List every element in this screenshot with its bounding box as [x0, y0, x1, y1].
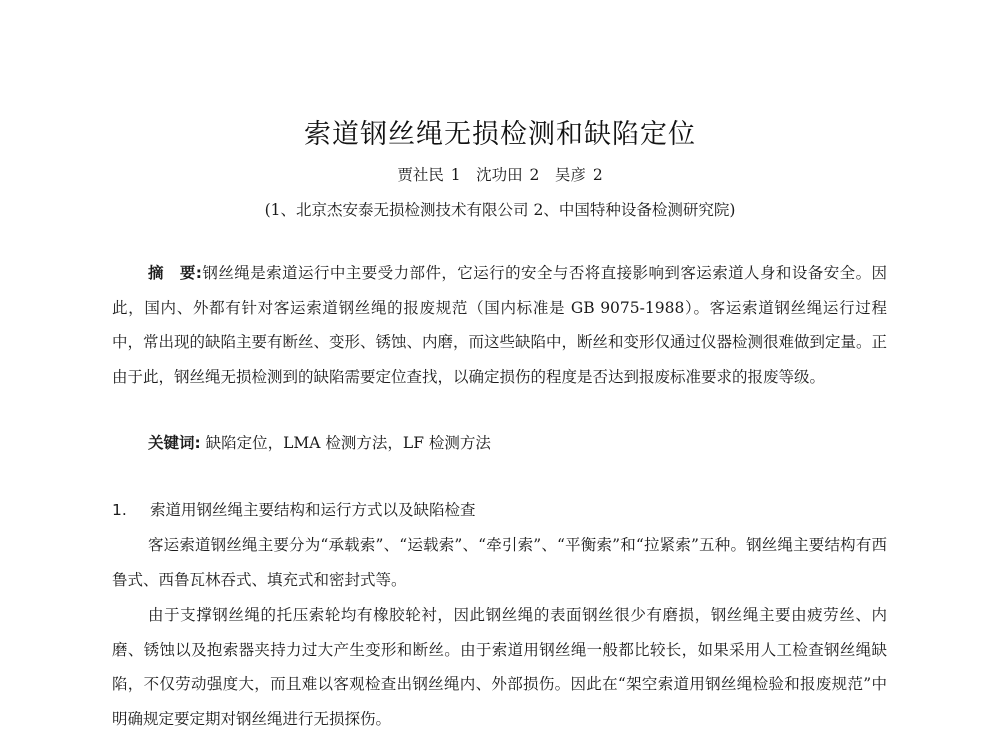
abstract-text: 钢丝绳是索道运行中主要受力部件，它运行的安全与否将直接影响到客运索道人身和设备安全。因此，国内、外都有针对客运索道钢丝绳的报废规范（国内标准是 GB 9075-1988）。客运索道钢丝绳运行过程中，常出现的缺陷主要有断丝、变形、锈蚀、内磨，而这些缺陷中，断丝和变形仅通过仪器检测很难做到定量。正由于此，钢丝绳无损检测到的缺陷需要定位查找，以确定损伤的程度是否达到报废标准要求的报废等级。	[112, 264, 888, 386]
abstract	[112, 256, 887, 394]
section-1-paragraph-2: 由于支撑钢丝绳的托压索轮均有橡胶轮衬，因此钢丝绳的表面钢丝很少有磨损，钢丝绳主要由疲劳丝、内磨、锈蚀以及抱索器夹持力过大产生变形和断丝。由于索道用钢丝绳一般都比较长，如果采用人工检查钢丝绳缺陷，不仅劳动强度大，而且难以客观检查出钢丝绳内、外部损伤。因此在“架空索道用钢丝绳检验和报废规范”中明确规定要定期对钢丝绳进行无损探伤。	[112, 606, 887, 728]
section-1-number: 1.	[112, 501, 127, 519]
paper-title: 索道钢丝绳无损检测和缺陷定位	[304, 119, 696, 150]
section-1-heading	[112, 495, 887, 525]
section-1-paragraph-1: 客运索道钢丝绳主要分为“承载索”、“运载索”、“牵引索”、“平衡索”和“拉紧索”五种。钢丝绳主要结构有西鲁式、西鲁瓦林吞式、填充式和密封式等。	[112, 536, 887, 589]
keywords-text: 缺陷定位，LMA 检测方法，LF 检测方法	[200, 434, 491, 452]
paper-authors: 贾社民 1 沈功田 2 吴彦 2	[397, 166, 603, 184]
keywords	[148, 428, 888, 458]
section-1-title: 索道用钢丝绳主要结构和运行方式以及缺陷检查	[150, 501, 476, 519]
abstract-label: 摘 要:	[148, 264, 202, 282]
keywords-label: 关键词:	[148, 434, 201, 452]
paper-affiliation: (1、北京杰安泰无损检测技术有限公司 2、中国特种设备检测研究院)	[264, 201, 736, 219]
